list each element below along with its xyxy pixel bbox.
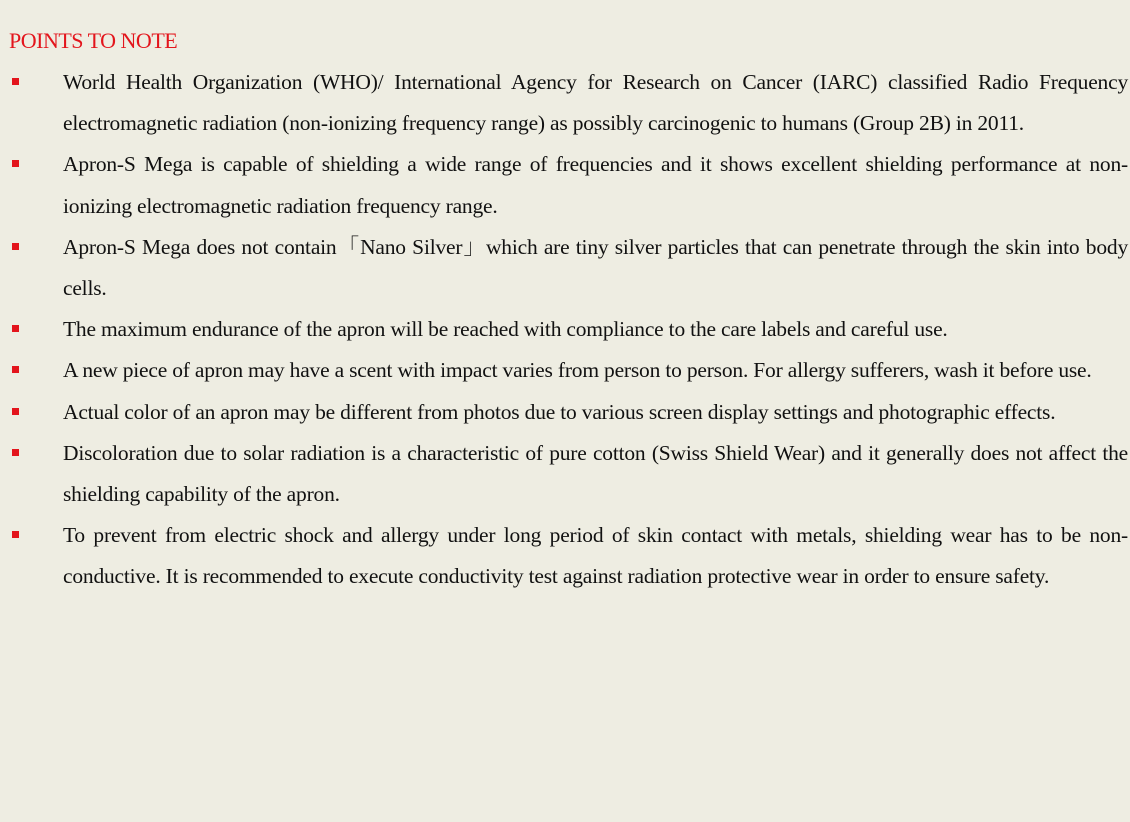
list-item <box>0 433 1130 515</box>
note-text: A new piece of apron may have a scent with impact varies from person to person. For allergy sufferers, wash it before use. <box>63 358 1092 383</box>
square-bullet-icon <box>12 160 19 167</box>
list-item <box>0 62 1130 144</box>
list-item <box>0 392 1130 433</box>
square-bullet-icon <box>12 531 19 538</box>
square-bullet-icon <box>12 449 19 456</box>
note-text: The maximum endurance of the apron will be reached with compliance to the care labels and careful use. <box>63 317 948 342</box>
square-bullet-icon <box>12 408 19 415</box>
list-item <box>0 144 1130 226</box>
list-item <box>0 350 1130 391</box>
note-text: Discoloration due to solar radiation is a characteristic of pure cotton (Swiss Shield Wear) and it generally does not affect the shielding capability of the apron. <box>63 440 1128 507</box>
note-text: Apron-S Mega is capable of shielding a wide range of frequencies and it shows excellent shielding performance at non-ionizing electromagnetic radiation frequency range. <box>63 152 1128 218</box>
note-text: Actual color of an apron may be different from photos due to various screen display settings and photographic effects. <box>63 399 1056 424</box>
list-item <box>0 227 1130 309</box>
square-bullet-icon <box>12 78 19 85</box>
list-item <box>0 309 1130 350</box>
square-bullet-icon <box>12 366 19 373</box>
notes-list <box>0 62 1130 598</box>
note-text: World Health Organization (WHO)/ International Agency for Research on Cancer (IARC) classified Radio Frequency electromagnetic radiation (non-ionizing frequency range) as possibly carcinogenic to humans (Group 2B) in 2011. <box>63 70 1128 136</box>
note-text: Apron-S Mega does not contain「Nano Silver」which are tiny silver particles that can penetrate through the skin into body cells. <box>63 234 1128 301</box>
note-text: To prevent from electric shock and allergy under long period of skin contact with metals, shielding wear has to be non-conductive. It is recommended to execute conductivity test against radiation protective wear in order to ensure safety. <box>63 523 1128 589</box>
square-bullet-icon <box>12 243 19 250</box>
page-heading: POINTS TO NOTE <box>9 28 178 53</box>
square-bullet-icon <box>12 325 19 332</box>
list-item <box>0 515 1130 597</box>
